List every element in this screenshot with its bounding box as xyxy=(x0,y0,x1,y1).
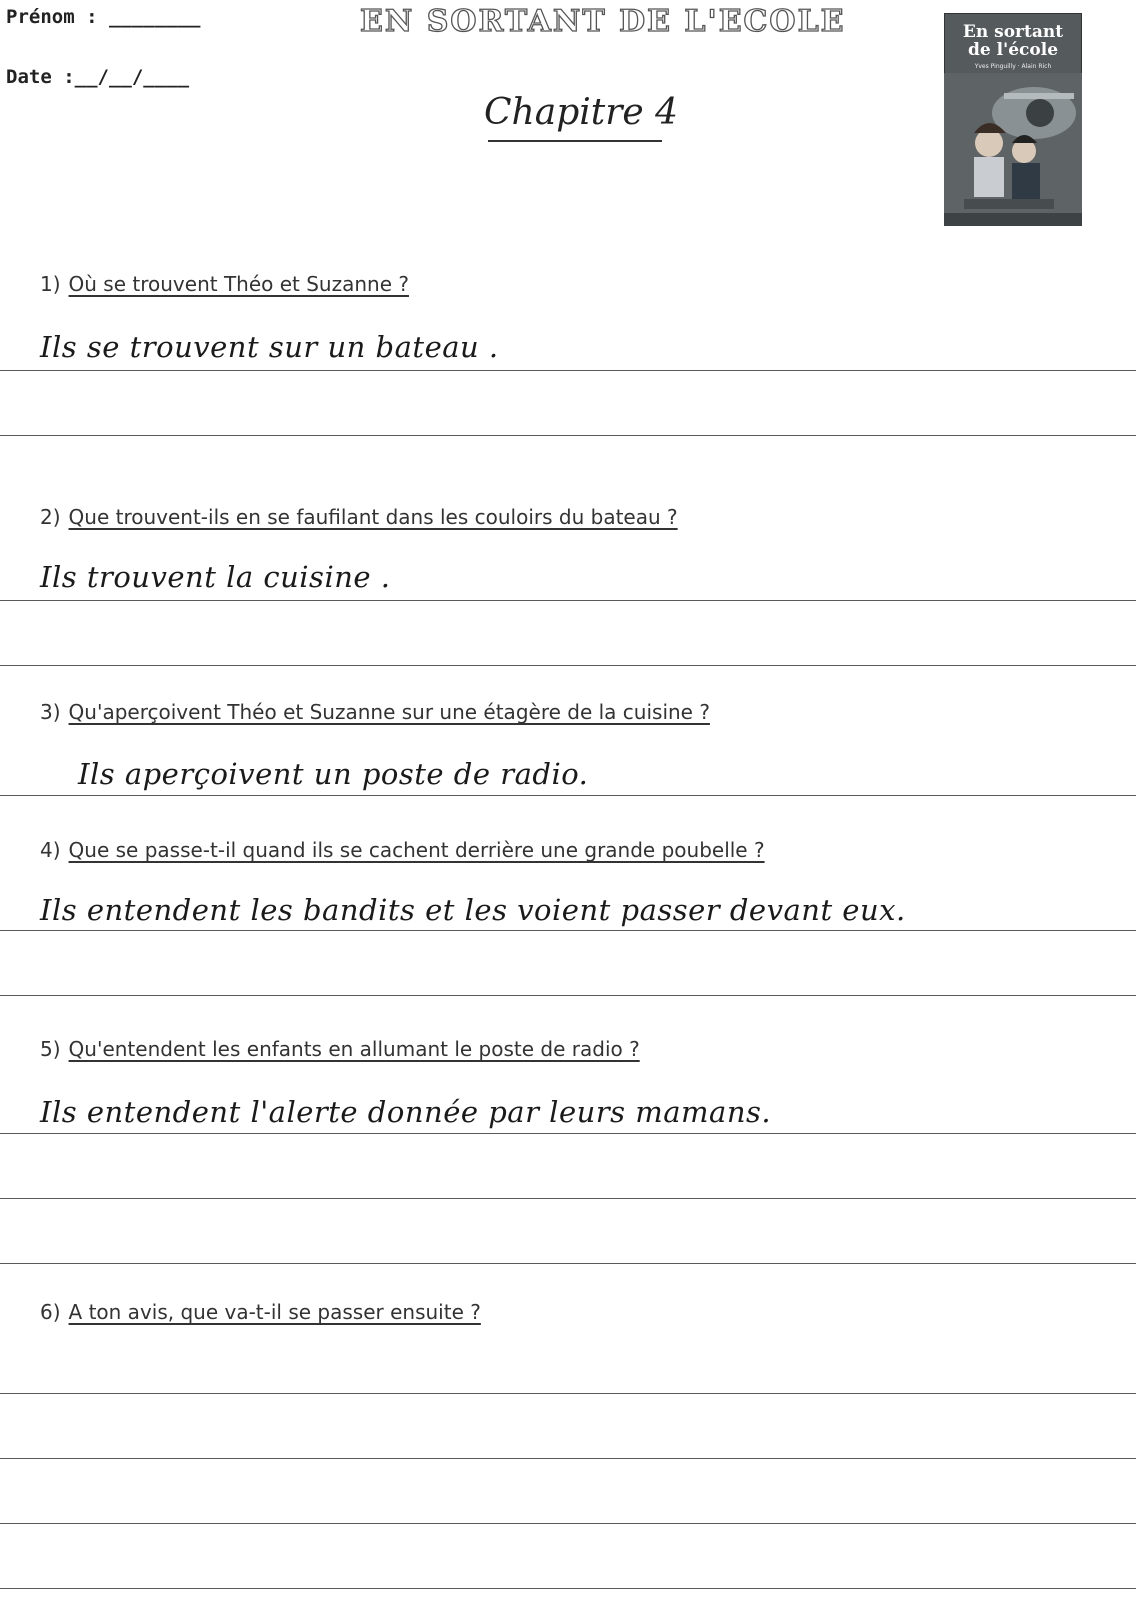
question-text: Qu'aperçoivent Théo et Suzanne sur une étagère de la cuisine ? xyxy=(68,700,710,724)
answer-line xyxy=(0,795,1136,796)
answer-line xyxy=(0,1523,1136,1524)
answer-line xyxy=(0,665,1136,666)
question-5 xyxy=(40,1037,640,1061)
question-number: 5) xyxy=(40,1037,61,1061)
cover-illustration xyxy=(944,73,1082,226)
question-2 xyxy=(40,505,678,529)
answer-4: Ils entendent les bandits et les voient passer devant eux. xyxy=(40,893,906,927)
answer-line xyxy=(0,370,1136,371)
worksheet-title: EN SORTANT DE L'ECOLE xyxy=(360,4,846,39)
answer-1: Ils se trouvent sur un bateau . xyxy=(40,330,499,364)
answer-line xyxy=(0,600,1136,601)
question-4 xyxy=(40,838,765,862)
answer-line xyxy=(0,1133,1136,1134)
question-number: 3) xyxy=(40,700,61,724)
answer-3: Ils aperçoivent un poste de radio. xyxy=(78,757,589,791)
answer-line xyxy=(0,1588,1136,1589)
prenom-label: Prénom : ________ xyxy=(6,6,201,28)
question-text: Qu'entendent les enfants en allumant le poste de radio ? xyxy=(68,1037,640,1061)
question-text: A ton avis, que va-t-il se passer ensuite ? xyxy=(68,1300,481,1324)
chapter-underline xyxy=(488,140,662,142)
answer-line xyxy=(0,1263,1136,1264)
answer-line xyxy=(0,435,1136,436)
question-number: 6) xyxy=(40,1300,61,1324)
cover-authors: Yves Pinguilly · Alain Rich xyxy=(974,63,1052,70)
question-text: Que se passe-t-il quand ils se cachent derrière une grande poubelle ? xyxy=(68,838,765,862)
answer-line xyxy=(0,1198,1136,1199)
question-1 xyxy=(40,272,409,296)
cover-title-line2: de l'école xyxy=(967,40,1059,60)
book-cover-image xyxy=(944,13,1082,226)
question-text: Que trouvent-ils en se faufilant dans les couloirs du bateau ? xyxy=(68,505,678,529)
chapter-heading: Chapitre 4 xyxy=(484,92,679,133)
answer-line xyxy=(0,930,1136,931)
answer-line xyxy=(0,1393,1136,1394)
question-3 xyxy=(40,700,710,724)
question-6 xyxy=(40,1300,481,1324)
answer-2: Ils trouvent la cuisine . xyxy=(40,560,391,594)
question-number: 1) xyxy=(40,272,61,296)
date-label: Date :__/__/____ xyxy=(6,66,190,88)
question-text: Où se trouvent Théo et Suzanne ? xyxy=(68,272,409,296)
cover-title-line1: En sortant xyxy=(962,22,1064,42)
answer-5: Ils entendent l'alerte donnée par leurs mamans. xyxy=(40,1095,772,1129)
question-number: 4) xyxy=(40,838,61,862)
answer-line xyxy=(0,1458,1136,1459)
answer-line xyxy=(0,995,1136,996)
cover-title xyxy=(944,23,1082,59)
question-number: 2) xyxy=(40,505,61,529)
